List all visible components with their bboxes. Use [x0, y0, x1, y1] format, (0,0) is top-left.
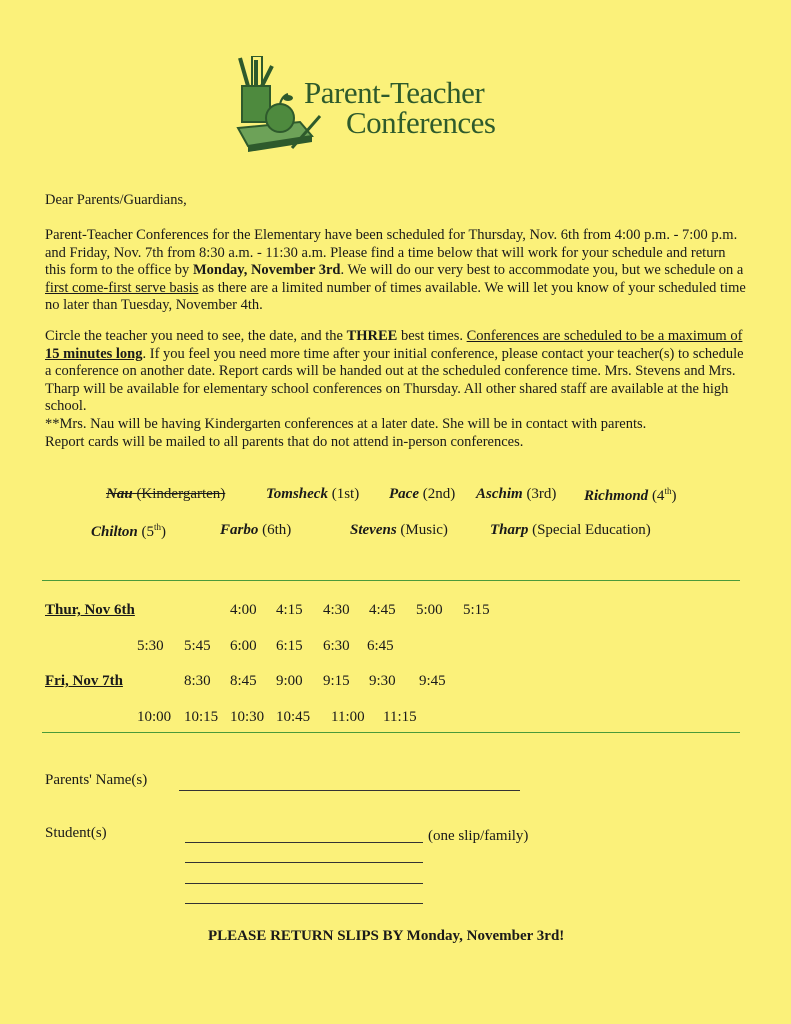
divider-top — [42, 580, 740, 581]
time-slot[interactable]: 6:00 — [230, 638, 257, 654]
time-slot[interactable]: 5:45 — [184, 638, 211, 654]
time-slot[interactable]: 11:00 — [331, 709, 365, 725]
time-slot[interactable]: 10:00 — [137, 709, 172, 725]
student-field-3[interactable] — [185, 883, 423, 884]
logo-title-line1: Parent-Teacher — [304, 75, 485, 110]
time-slot[interactable]: 9:00 — [276, 673, 303, 689]
time-slot[interactable]: 5:15 — [463, 602, 490, 618]
p1-text3: as there are a limited number of times available. We will let you know of your scheduled time no later than Tuesday, November 4th. — [45, 279, 746, 314]
time-slot[interactable]: 8:30 — [184, 673, 211, 689]
header-logo — [232, 56, 562, 160]
p2-text3: . If you feel you need more time after your initial conference, please contact your teacher(s) to schedule a conference on another date. Report cards will be handed out at the scheduled conference time. Mrs. Stevens and Mrs. Tharp will be available for elementary school conferences on Thursday. All other shared staff are available at the high school. — [45, 345, 744, 415]
parents-name-field[interactable] — [179, 790, 520, 791]
teacher-tomsheck[interactable]: Tomsheck (1st) — [266, 486, 360, 502]
p2-note2: Report cards will be mailed to all parents that do not attend in-person conferences. — [45, 433, 524, 450]
p2-minutes: 15 minutes long — [45, 345, 143, 362]
teacher-pace[interactable]: Pace (2nd) — [389, 486, 456, 502]
p2-note1: **Mrs. Nau will be having Kindergarten conferences at a later date. She will be in contact with parents. — [45, 415, 647, 432]
p2-max-text: Conferences are scheduled to be a maximum of — [466, 328, 743, 344]
teacher-aschim[interactable]: Aschim (3rd) — [476, 486, 557, 502]
day-friday[interactable]: Fri, Nov 7th — [45, 673, 123, 689]
time-slot[interactable]: 6:15 — [276, 638, 303, 654]
logo-title-line2: Conferences — [346, 105, 496, 140]
student-note: (one slip/family) — [428, 828, 529, 844]
time-slot[interactable]: 9:45 — [419, 673, 446, 689]
student-field-2[interactable] — [185, 862, 423, 863]
time-slot[interactable]: 4:00 — [230, 602, 257, 618]
p1-text2: . We will do our very best to accommodate you, but we schedule on a — [340, 262, 744, 279]
divider-bottom — [42, 732, 740, 733]
parents-name-label: Parents' Name(s) — [45, 772, 148, 788]
p2-text1: Circle the teacher you need to see, the date, and the — [45, 328, 347, 344]
paragraph-instructions — [45, 328, 750, 451]
time-slot[interactable]: 6:30 — [323, 638, 350, 654]
p2-three: THREE — [346, 328, 398, 344]
student-field-1[interactable] — [185, 842, 423, 843]
time-slot[interactable]: 4:15 — [276, 602, 303, 618]
time-slot[interactable]: 8:45 — [230, 673, 257, 689]
teacher-richmond[interactable]: Richmond (4th) — [584, 486, 677, 504]
time-slot[interactable]: 11:15 — [383, 709, 417, 725]
student-label: Student(s) — [45, 825, 107, 841]
time-slot[interactable]: 4:30 — [323, 602, 350, 618]
teacher-chilton[interactable]: Chilton (5th) — [91, 522, 166, 540]
p1-first-come: first come-first serve basis — [45, 279, 199, 296]
time-slot[interactable]: 9:30 — [369, 673, 396, 689]
logo-title — [304, 75, 496, 140]
time-slot[interactable]: 5:30 — [137, 638, 164, 654]
p1-deadline: Monday, November 3rd — [192, 262, 341, 279]
time-slot[interactable]: 9:15 — [323, 673, 350, 689]
salutation: Dear Parents/Guardians, — [45, 192, 187, 208]
student-field-4[interactable] — [185, 903, 423, 904]
p1-text1: Parent-Teacher Conferences for the Elementary have been scheduled for Thursday, Nov. 6th from 4:00 p.m. - 7:00 p.m. and Friday, Nov. 7th from 8:30 a.m. - 11:30 a.m. Please find a time below that will work for your schedule and return this form to the office by — [45, 227, 738, 279]
return-notice: PLEASE RETURN SLIPS BY Monday, November 3rd! — [208, 928, 565, 944]
time-slot[interactable]: 10:45 — [276, 709, 311, 725]
paragraph-schedule — [45, 227, 750, 315]
teacher-tharp[interactable]: Tharp (Special Education) — [490, 522, 651, 538]
time-slot[interactable]: 10:15 — [184, 709, 219, 725]
time-slot[interactable]: 5:00 — [416, 602, 443, 618]
teacher-stevens[interactable]: Stevens (Music) — [350, 522, 448, 538]
teacher-farbo[interactable]: Farbo (6th) — [220, 522, 292, 538]
p2-text2: best times. — [397, 328, 467, 344]
time-slot[interactable]: 6:45 — [367, 638, 394, 654]
time-slot[interactable]: 4:45 — [369, 602, 396, 618]
teacher-nau[interactable]: Nau (Kindergarten) — [106, 486, 226, 502]
day-thursday[interactable]: Thur, Nov 6th — [45, 602, 135, 618]
time-slot[interactable]: 10:30 — [230, 709, 265, 725]
